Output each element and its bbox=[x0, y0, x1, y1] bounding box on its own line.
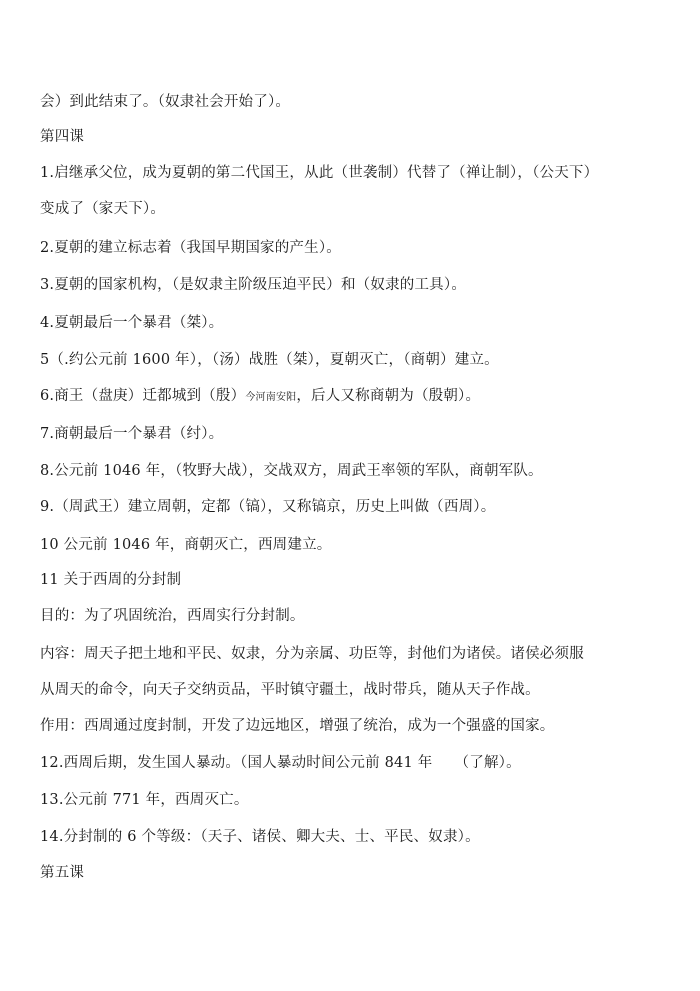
text-line: 会）到此结束了。（奴隶社会开始了）。 bbox=[40, 94, 291, 110]
text-line: 13.公元前 771 年，西周灭亡。 bbox=[40, 792, 249, 808]
lesson-heading-4: 第四课 bbox=[40, 129, 85, 145]
text-segment: ，后人又称商朝为（殷朝）。 bbox=[296, 388, 481, 404]
text-line: 内容：周天子把土地和平民、奴隶，分为亲属、功臣等，封他们为诸侯。诸侯必须服 bbox=[40, 646, 584, 662]
text-line: 11 关于西周的分封制 bbox=[40, 572, 182, 588]
text-line: 3.夏朝的国家机构，（是奴隶主阶级压迫平民）和（奴隶的工具）。 bbox=[40, 277, 467, 293]
text-line: 7.商朝最后一个暴君（纣）。 bbox=[40, 426, 224, 442]
text-line: 2.夏朝的建立标志着（我国早期国家的产生）。 bbox=[40, 240, 341, 256]
text-line: 作用：西周通过度封制，开发了边远地区，增强了统治，成为一个强盛的国家。 bbox=[40, 718, 555, 734]
text-line: 从周天的命令，向天子交纳贡品，平时镇守疆土，战时带兵，随从天子作战。 bbox=[40, 682, 540, 698]
text-line: 1.启继承父位，成为夏朝的第二代国王，从此（世袭制）代替了（禅让制），（公天下） bbox=[40, 165, 599, 181]
text-line: 4.夏朝最后一个暴君（桀）。 bbox=[40, 315, 224, 331]
inline-note: 今河南安阳 bbox=[245, 392, 297, 403]
text-line: 目的：为了巩固统治，西周实行分封制。 bbox=[40, 608, 305, 624]
lesson-heading-5: 第五课 bbox=[40, 865, 85, 881]
text-line: 变成了（家天下）。 bbox=[40, 201, 166, 217]
text-line: 14.分封制的 6 个等级：（天子、诸侯、卿大夫、士、平民、奴隶）。 bbox=[40, 829, 480, 845]
text-segment: 6.商王（盘庚）迁都城到（殷） bbox=[40, 388, 246, 404]
text-line: 8.公元前 1046 年，（牧野大战），交战双方，周武王率领的军队，商朝军队。 bbox=[40, 463, 543, 479]
text-line: 12.西周后期，发生国人暴动。（国人暴动时间公元前 841 年 （了解）。 bbox=[40, 755, 521, 771]
text-line bbox=[40, 386, 670, 408]
text-line: 5（.约公元前 1600 年），（汤）战胜（桀），夏朝灭亡，（商朝）建立。 bbox=[40, 352, 499, 368]
text-line: 10 公元前 1046 年，商朝灭亡，西周建立。 bbox=[40, 537, 332, 553]
text-line: 9.（周武王）建立周朝，定都（镐），又称镐京，历史上叫做（西周）。 bbox=[40, 499, 496, 515]
